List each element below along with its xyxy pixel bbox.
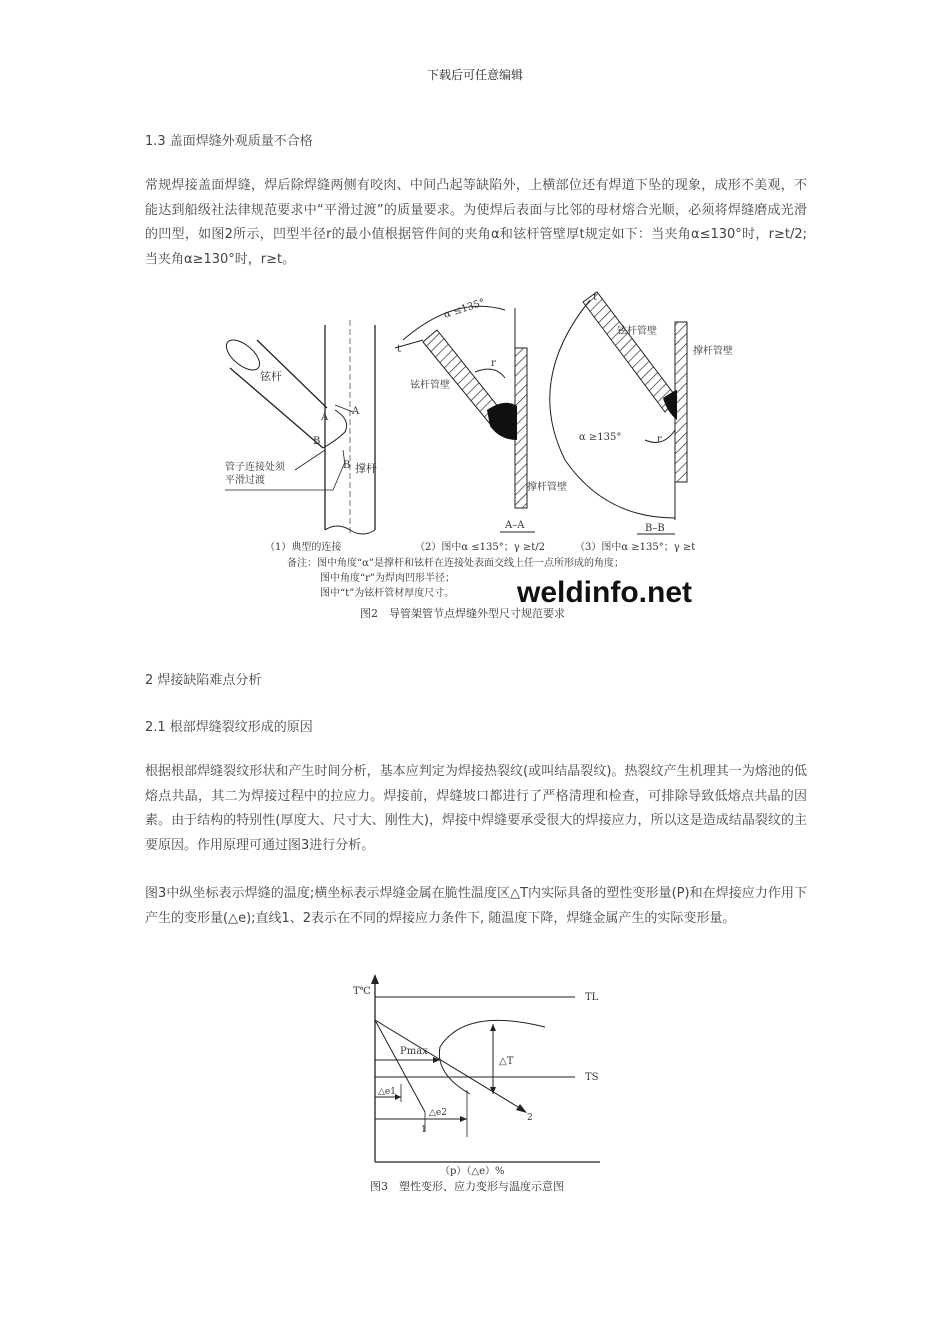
y-axis-label: T℃	[353, 986, 371, 997]
transition-note: 管子连接处须	[225, 462, 285, 473]
ts-label: TS	[585, 1072, 599, 1083]
delta-e2-label: △e2	[429, 1108, 447, 1118]
paragraph-2: 根据根部焊缝裂纹形状和产生时间分析，基本应判定为焊接热裂纹(或叫结晶裂纹)。热裂纹产生机理其一为熔池的低熔点共晶，其二为焊接过程中的拉应力。焊接前，焊缝坡口都进行了严格清理和检查，可排除导致低熔点共晶的因素。由于结构的特别性(厚度大、尺寸大、刚性大)，焊接中焊缝要承受很大的焊接应力，所以这是造成结晶裂纹的主要原因。作用原理可通过图3进行分析。	[145, 764, 807, 853]
delta-t-label: △T	[499, 1056, 514, 1067]
brace-wall-label: 铉杆管壁	[410, 380, 450, 391]
delta-e1-label: △e1	[378, 1087, 396, 1097]
caption-panel-2: （2）图中α ≤135°；γ ≥t/2	[415, 542, 546, 553]
page-header: 下载后可任意编辑	[426, 68, 523, 82]
section-aa-label: A–A	[505, 520, 525, 531]
figure-3	[345, 972, 615, 1202]
point-a2-label: A	[352, 406, 360, 417]
figure-2-caption: 图2 导管架管节点焊缝外型尺寸规范要求	[360, 607, 565, 620]
note-line-3: 图中“t”为铉杆管材厚度尺寸。	[320, 588, 455, 599]
note-line-2: 图中角度“r”为焊肉凹形半径；	[320, 573, 456, 584]
brace-label: 铉杆	[260, 370, 282, 383]
point-b2-label: B	[343, 460, 351, 471]
line-2-label: 2	[527, 1113, 533, 1123]
chord-label: 撑杆	[355, 462, 377, 475]
figure-3-caption: 图3 塑性变形、应力变形与温度示意图	[370, 1180, 564, 1193]
section-aa-diagram	[395, 306, 527, 508]
radius-r-label-2: r	[657, 434, 662, 445]
point-a-label: A	[321, 412, 329, 423]
figure-2	[205, 290, 765, 630]
x-axis-label: （p）（△e）%	[440, 1166, 505, 1177]
alpha-le-135-label: α ≤135°	[442, 297, 487, 321]
section-bb-label: B–B	[645, 523, 665, 534]
brace-wall-label-2: 铉杆管壁	[617, 326, 657, 337]
chord-wall-label-2: 撑杆管壁	[693, 346, 733, 357]
alpha-ge-135-label: α ≥135°	[579, 432, 622, 443]
paragraph-3: 图3中纵坐标表示焊缝的温度;横坐标表示焊缝金属在脆性温度区△T内实际具备的塑性变形量(P)和在焊接应力作用下产生的变形量(△e);直线1、2表示在不同的焊接应力条件下, 随温度下降，焊缝金属产生的实际变形量。	[145, 886, 807, 926]
line-1-label: 1	[421, 1125, 427, 1135]
paragraph-1: 常规焊接盖面焊缝，焊后除焊缝两侧有咬肉、中间凸起等缺陷外，上横部位还有焊道下坠的现象，成形不美观，不能达到船级社法律规范要求中“平滑过渡”的质量要求。为使焊后表面与比邻的母材熔合光顺，必须将焊缝磨成光滑的凹型，如图2所示，凹型半径r的最小值根据管件间的夹角α和铉杆管壁厚t规定如下：当夹角α≤130°时，r≥t/2;当夹角α≥130°时，r≥t。	[145, 178, 807, 267]
caption-panel-1: （1）典型的连接	[265, 542, 342, 553]
watermark-logo: weldinfo.net	[517, 576, 692, 609]
section-heading-1-3: 1.3 盖面焊缝外观质量不合格	[145, 134, 313, 149]
transition-note-2: 平滑过渡	[225, 475, 265, 486]
section-heading-2: 2 焊接缺陷难点分析	[145, 673, 262, 688]
caption-panel-3: （3）图中α ≥135°；γ ≥t	[575, 542, 696, 553]
pmax-label: Pmax	[400, 1046, 428, 1057]
section-heading-2-1: 2.1 根部焊缝裂纹形成的原因	[145, 720, 313, 735]
thickness-t-label-2: t	[593, 292, 598, 303]
point-b-label: B	[313, 436, 321, 447]
tl-label: TL	[585, 992, 599, 1003]
radius-r-label-1: r	[491, 358, 496, 369]
typical-joint-diagram	[221, 320, 375, 535]
figure-3-schematic	[371, 974, 600, 1162]
note-line-1: 备注：图中角度“α”是撑杆和铉杆在连接处表面交线上任一点所形成的角度；	[287, 558, 624, 569]
thickness-t-label-1: t	[397, 344, 402, 355]
chord-wall-label: 撑杆管壁	[527, 482, 567, 493]
